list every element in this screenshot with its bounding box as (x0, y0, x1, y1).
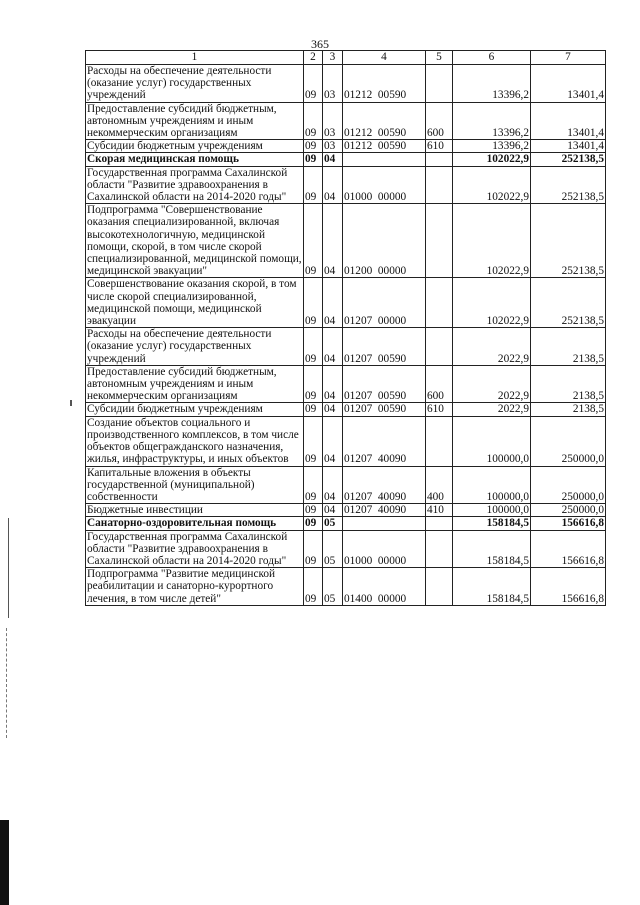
table-row (86, 568, 606, 606)
row-cell-c2: 09 (304, 153, 323, 166)
scan-artifact (6, 628, 17, 738)
table-row (86, 166, 606, 204)
row-cell-c2: 09 (304, 140, 323, 153)
row-cell-c6: 158184,5 (453, 517, 531, 530)
table-header-row (86, 51, 606, 65)
row-cell-c2: 09 (304, 204, 323, 278)
row-cell-c3: 04 (323, 204, 343, 278)
row-cell-c6: 102022,9 (453, 166, 531, 204)
row-cell-c7: 13401,4 (531, 65, 606, 103)
row-cell-c5 (426, 416, 453, 466)
header-cell: 5 (426, 51, 453, 65)
row-cell-c7: 250000,0 (531, 466, 606, 504)
row-cell-c4: 01212 00590 (343, 65, 426, 103)
row-name-cell: Расходы на обеспечение деятельности (оказание услуг) государственных учреждений (86, 65, 304, 103)
row-cell-c2: 09 (304, 416, 323, 466)
row-cell-c2: 09 (304, 102, 323, 140)
row-cell-c4: 01207 40090 (343, 466, 426, 504)
row-cell-c7: 13401,4 (531, 140, 606, 153)
row-cell-c5: 600 (426, 365, 453, 403)
row-cell-c7: 250000,0 (531, 504, 606, 517)
row-cell-c7: 156616,8 (531, 568, 606, 606)
header-cell: 1 (86, 51, 304, 65)
row-cell-c3: 03 (323, 65, 343, 103)
row-cell-c4: 01212 00590 (343, 102, 426, 140)
row-cell-c6: 102022,9 (453, 153, 531, 166)
header-cell: 6 (453, 51, 531, 65)
row-cell-c6: 158184,5 (453, 530, 531, 568)
page-number: 365 (311, 37, 329, 51)
row-cell-c5 (426, 530, 453, 568)
row-cell-c5 (426, 278, 453, 328)
row-cell-c2: 09 (304, 530, 323, 568)
table-row (86, 204, 606, 278)
row-cell-c3: 05 (323, 517, 343, 530)
table-row (86, 140, 606, 153)
row-cell-c6: 102022,9 (453, 278, 531, 328)
row-cell-c6: 2022,9 (453, 328, 531, 366)
row-name-cell: Подпрограмма "Развитие медицинской реабилитации и санаторно-курортного лечения, в том числе детей" (86, 568, 304, 606)
row-cell-c7: 252138,5 (531, 204, 606, 278)
row-cell-c4: 01000 00000 (343, 530, 426, 568)
row-cell-c4: 01200 00000 (343, 204, 426, 278)
table-body (86, 65, 606, 606)
row-cell-c4: 01207 40090 (343, 504, 426, 517)
row-cell-c7: 13401,4 (531, 102, 606, 140)
row-cell-c6: 2022,9 (453, 365, 531, 403)
table-row (86, 466, 606, 504)
row-cell-c3: 04 (323, 504, 343, 517)
row-cell-c6: 2022,9 (453, 403, 531, 416)
row-cell-c5 (426, 166, 453, 204)
row-cell-c3: 05 (323, 568, 343, 606)
row-cell-c2: 09 (304, 504, 323, 517)
row-cell-c3: 03 (323, 102, 343, 140)
row-cell-c7: 2138,5 (531, 328, 606, 366)
row-cell-c2: 09 (304, 328, 323, 366)
row-cell-c6: 100000,0 (453, 466, 531, 504)
row-cell-c2: 09 (304, 278, 323, 328)
table-row (86, 403, 606, 416)
row-cell-c2: 09 (304, 65, 323, 103)
row-cell-c4: 01207 40090 (343, 416, 426, 466)
row-cell-c6: 13396,2 (453, 102, 531, 140)
row-cell-c3: 05 (323, 530, 343, 568)
row-cell-c2: 09 (304, 166, 323, 204)
scan-artifact (8, 518, 17, 618)
row-cell-c3: 04 (323, 166, 343, 204)
table-row (86, 416, 606, 466)
row-cell-c4 (343, 153, 426, 166)
row-cell-c2: 09 (304, 365, 323, 403)
row-cell-c6: 100000,0 (453, 504, 531, 517)
row-name-cell: Капитальные вложения в объекты государственной (муниципальной) собственности (86, 466, 304, 504)
table-row (86, 153, 606, 166)
row-cell-c5: 610 (426, 140, 453, 153)
row-cell-c3: 04 (323, 416, 343, 466)
row-cell-c5 (426, 517, 453, 530)
header-cell: 4 (343, 51, 426, 65)
row-cell-c6: 13396,2 (453, 140, 531, 153)
row-cell-c6: 100000,0 (453, 416, 531, 466)
row-cell-c5: 400 (426, 466, 453, 504)
table-row (86, 365, 606, 403)
row-cell-c5 (426, 568, 453, 606)
row-cell-c3: 04 (323, 365, 343, 403)
table-row (86, 517, 606, 530)
budget-table (85, 50, 606, 606)
row-cell-c6: 158184,5 (453, 568, 531, 606)
row-cell-c4: 01207 00590 (343, 328, 426, 366)
row-cell-c4: 01207 00000 (343, 278, 426, 328)
row-cell-c7: 2138,5 (531, 365, 606, 403)
table-row (86, 65, 606, 103)
row-name-cell: Субсидии бюджетным учреждениям (86, 403, 304, 416)
row-cell-c6: 102022,9 (453, 204, 531, 278)
table-row (86, 530, 606, 568)
row-cell-c5 (426, 328, 453, 366)
row-cell-c7: 156616,8 (531, 530, 606, 568)
scan-artifact (70, 400, 72, 406)
row-cell-c3: 04 (323, 153, 343, 166)
row-cell-c6: 13396,2 (453, 65, 531, 103)
row-cell-c4: 01000 00000 (343, 166, 426, 204)
row-cell-c5: 600 (426, 102, 453, 140)
row-cell-c4 (343, 517, 426, 530)
row-cell-c4: 01207 00590 (343, 365, 426, 403)
row-cell-c2: 09 (304, 568, 323, 606)
row-name-cell: Бюджетные инвестиции (86, 504, 304, 517)
row-name-cell: Совершенствование оказания скорой, в том числе скорой специализированной, медицинской помощи, медицинской эвакуации (86, 278, 304, 328)
row-cell-c7: 252138,5 (531, 153, 606, 166)
row-cell-c4: 01207 00590 (343, 403, 426, 416)
row-name-cell: Предоставление субсидий бюджетным, автономным учреждениям и иным некоммерческим организациям (86, 102, 304, 140)
row-cell-c3: 04 (323, 278, 343, 328)
row-cell-c5: 610 (426, 403, 453, 416)
row-name-cell: Санаторно-оздоровительная помощь (86, 517, 304, 530)
table-row (86, 278, 606, 328)
row-name-cell: Предоставление субсидий бюджетным, автономным учреждениям и иным некоммерческим организациям (86, 365, 304, 403)
row-cell-c4: 01212 00590 (343, 140, 426, 153)
row-cell-c2: 09 (304, 517, 323, 530)
row-cell-c5 (426, 153, 453, 166)
row-name-cell: Государственная программа Сахалинской области "Развитие здравоохранения в Сахалинской области на 2014-2020 годы" (86, 166, 304, 204)
header-cell: 2 (304, 51, 323, 65)
row-cell-c2: 09 (304, 403, 323, 416)
row-cell-c4: 01400 00000 (343, 568, 426, 606)
header-cell: 3 (323, 51, 343, 65)
row-cell-c5 (426, 65, 453, 103)
row-cell-c7: 250000,0 (531, 416, 606, 466)
row-cell-c7: 156616,8 (531, 517, 606, 530)
row-cell-c5 (426, 204, 453, 278)
row-cell-c3: 04 (323, 466, 343, 504)
row-cell-c5: 410 (426, 504, 453, 517)
row-cell-c7: 252138,5 (531, 278, 606, 328)
row-name-cell: Субсидии бюджетным учреждениям (86, 140, 304, 153)
row-name-cell: Подпрограмма "Совершенствование оказания специализированной, включая высокотехнологичную, медицинской помощи, скорой, в том числе скорой специализированной, медицинской помощи, медицинской эвакуации" (87, 204, 302, 278)
row-name-cell: Расходы на обеспечение деятельности (оказание услуг) государственных учреждений (86, 328, 304, 366)
table-row (86, 102, 606, 140)
table-row (86, 328, 606, 366)
table-row (86, 504, 606, 517)
row-cell-c2: 09 (304, 466, 323, 504)
row-name-cell: Создание объектов социального и производственного комплексов, в том числе объектов общегражданского назначения, жилья, инфраструктуры, и иных объектов (86, 416, 304, 466)
row-cell-c3: 04 (323, 403, 343, 416)
row-cell-c7: 2138,5 (531, 403, 606, 416)
row-name-cell: Государственная программа Сахалинской области "Развитие здравоохранения в Сахалинской области на 2014-2020 годы" (86, 530, 304, 568)
header-cell: 7 (531, 51, 606, 65)
row-name-cell: Скорая медицинская помощь (86, 153, 304, 166)
row-cell-c3: 04 (323, 328, 343, 366)
row-cell-c3: 03 (323, 140, 343, 153)
scan-edge-bar (0, 820, 9, 905)
row-cell-c7: 252138,5 (531, 166, 606, 204)
